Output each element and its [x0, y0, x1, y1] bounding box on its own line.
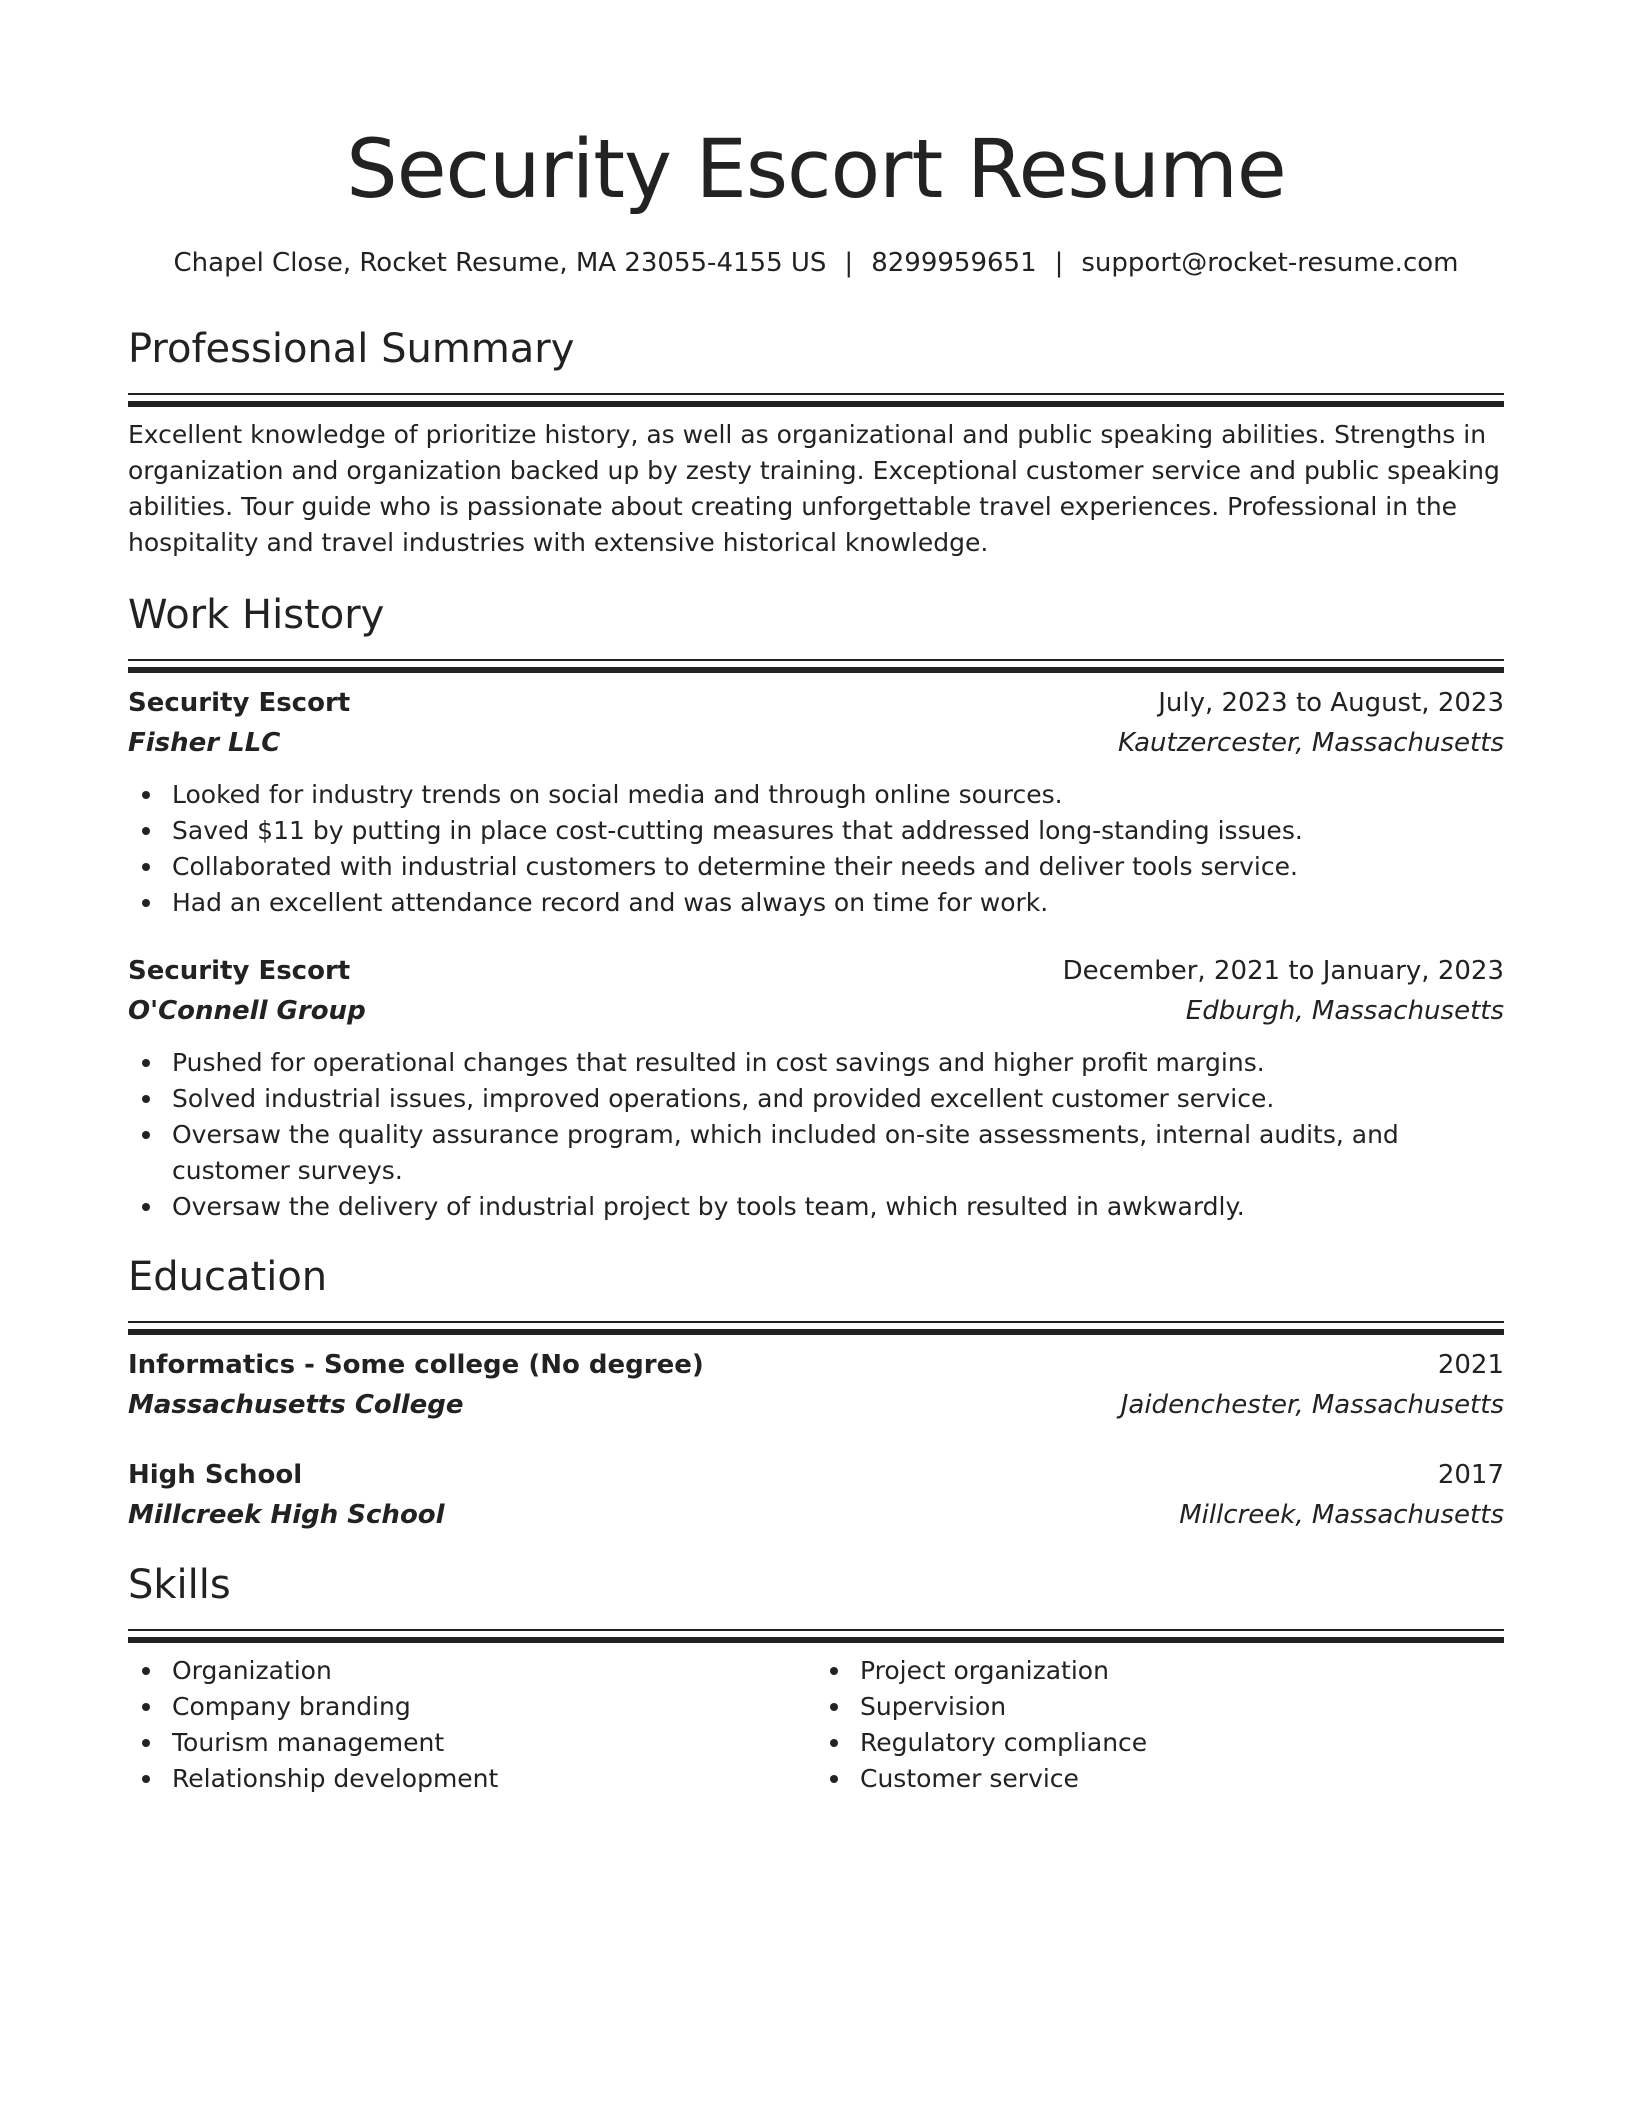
skills-grid — [128, 1653, 1504, 1797]
contact-phone: 8299959651 — [871, 248, 1037, 278]
education-school: Millcreek High School — [128, 1500, 445, 1530]
education-heading: Education — [128, 1254, 328, 1300]
list-item: Looked for industry trends on social media and through online sources. — [128, 777, 1504, 813]
list-item: Collaborated with industrial customers to determine their needs and deliver tools service. — [128, 849, 1504, 885]
resume-title: Security Escort Resume — [346, 123, 1286, 217]
education-school: Massachusetts College — [128, 1390, 464, 1420]
section-divider — [128, 1321, 1504, 1331]
summary-heading: Professional Summary — [128, 326, 575, 372]
list-item: Project organization — [816, 1653, 1504, 1689]
job-entry — [128, 951, 1504, 1225]
contact-email: support@rocket-resume.com — [1081, 248, 1459, 278]
summary-text: Excellent knowledge of prioritize history, as well as organizational and public speaking abilities. Strengths in organization and organization backed up by zesty training. Exceptional customer service and public speaking abilities. Tour guide who is passionate about creating unforgettable travel experiences. Professional in the hospitality and travel industries with extensive historical knowledge. — [128, 420, 1500, 557]
education-subheader — [128, 1385, 1504, 1425]
job-duties — [128, 1045, 1504, 1225]
list-item: Customer service — [816, 1761, 1504, 1797]
list-item: Pushed for operational changes that resulted in cost savings and higher profit margins. — [128, 1045, 1504, 1081]
section-divider — [128, 1629, 1504, 1639]
job-subheader — [128, 991, 1504, 1031]
education-degree: High School — [128, 1460, 303, 1490]
skills-heading: Skills — [128, 1562, 231, 1608]
job-location: Kautzercester, Massachusetts — [1117, 728, 1504, 758]
skills-column-right — [816, 1653, 1504, 1797]
job-header — [128, 951, 1504, 991]
summary-section — [128, 323, 1504, 561]
list-item: Regulatory compliance — [816, 1725, 1504, 1761]
list-item: Had an excellent attendance record and was always on time for work. — [128, 885, 1504, 921]
education-entry — [128, 1455, 1504, 1535]
list-item: Oversaw the delivery of industrial project by tools team, which resulted in awkwardly. — [128, 1189, 1504, 1225]
list-item: Oversaw the quality assurance program, which included on-site assessments, internal audits, and customer surveys. — [128, 1117, 1504, 1189]
skills-section — [128, 1559, 1504, 1797]
education-location: Jaidenchester, Massachusetts — [1120, 1390, 1504, 1420]
list-item: Supervision — [816, 1689, 1504, 1725]
contact-address: Chapel Close, Rocket Resume, MA 23055-4155 US — [173, 248, 827, 278]
work-history-section — [128, 589, 1504, 1225]
list-item: Organization — [128, 1653, 816, 1689]
job-location: Edburgh, Massachusetts — [1185, 996, 1504, 1026]
work-history-heading: Work History — [128, 592, 385, 638]
job-company: O'Connell Group — [128, 996, 366, 1026]
section-divider — [128, 393, 1504, 403]
contact-line — [128, 245, 1504, 281]
contact-separator: | — [1054, 248, 1064, 278]
job-entry — [128, 683, 1504, 921]
section-divider — [128, 659, 1504, 669]
education-year: 2017 — [1437, 1460, 1504, 1490]
job-position: Security Escort — [128, 688, 351, 718]
job-dates: December, 2021 to January, 2023 — [1062, 956, 1504, 986]
job-position: Security Escort — [128, 956, 351, 986]
list-item: Solved industrial issues, improved operations, and provided excellent customer service. — [128, 1081, 1504, 1117]
list-item: Company branding — [128, 1689, 816, 1725]
contact-separator: | — [844, 248, 854, 278]
job-duties — [128, 777, 1504, 921]
job-subheader — [128, 723, 1504, 763]
education-location: Millcreek, Massachusetts — [1179, 1500, 1504, 1530]
education-header — [128, 1345, 1504, 1385]
job-company: Fisher LLC — [128, 728, 281, 758]
education-subheader — [128, 1495, 1504, 1535]
education-header — [128, 1455, 1504, 1495]
list-item: Tourism management — [128, 1725, 816, 1761]
education-entry — [128, 1345, 1504, 1425]
list-item: Relationship development — [128, 1761, 816, 1797]
education-section — [128, 1251, 1504, 1535]
education-year: 2021 — [1437, 1350, 1504, 1380]
skills-column-left — [128, 1653, 816, 1797]
job-header — [128, 683, 1504, 723]
job-dates: July, 2023 to August, 2023 — [1158, 688, 1504, 718]
list-item: Saved $11 by putting in place cost-cutting measures that addressed long-standing issues. — [128, 813, 1504, 849]
education-degree: Informatics - Some college (No degree) — [128, 1350, 704, 1380]
